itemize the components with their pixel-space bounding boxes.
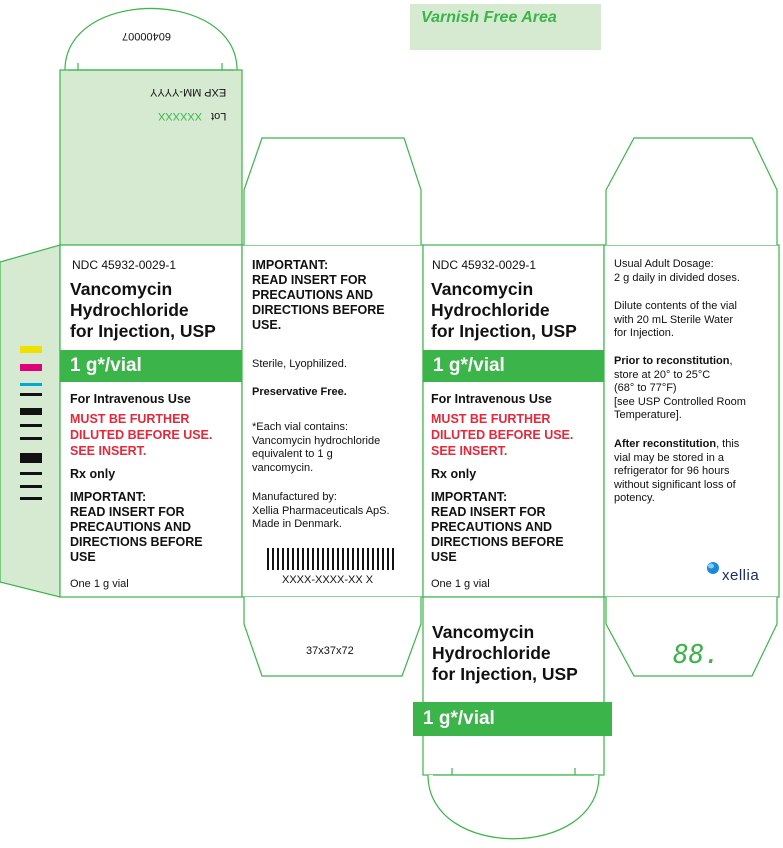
- front2-rx-only: Rx only: [431, 467, 477, 481]
- xellia-logo-icon: [707, 562, 719, 574]
- front-warning: MUST BE FURTHER DILUTED BEFORE USE. SEE INSERT.: [70, 412, 213, 458]
- lot-line: [158, 110, 226, 122]
- top-flap-code: 60400007: [122, 30, 171, 42]
- front2-warning: MUST BE FURTHER DILUTED BEFORE USE. SEE INSERT.: [431, 412, 574, 458]
- front-count: One 1 g vial: [70, 578, 129, 590]
- lot-value: XXXXXX: [158, 110, 203, 122]
- front2-product-name: Vancomycin Hydrochloride for Injection, USP: [431, 279, 577, 341]
- front2-strength-band: 1 g*/vial: [423, 350, 604, 382]
- side-important: IMPORTANT: READ INSERT FOR PRECAUTIONS AND DIRECTIONS BEFORE USE.: [252, 258, 385, 332]
- bottom-product-name: Vancomycin Hydrochloride for Injection, USP: [432, 622, 578, 684]
- front2-count: One 1 g vial: [431, 578, 490, 590]
- side-manufacturer: Manufactured by: Xellia Pharmaceuticals ApS. Made in Denmark.: [252, 491, 390, 530]
- side-form: Sterile, Lyophilized.: [252, 358, 347, 370]
- glue-flap: [0, 245, 60, 597]
- front2-ndc: NDC 45932-0029-1: [432, 258, 537, 272]
- front-ndc: NDC 45932-0029-1: [72, 258, 177, 272]
- barcode-text: XXXX-XXXX-XX X: [282, 574, 374, 586]
- front-product-name: Vancomycin Hydrochloride for Injection, USP: [70, 279, 216, 341]
- dimensions-label: 37x37x72: [306, 645, 354, 657]
- front-route: For Intravenous Use: [70, 392, 191, 406]
- varnish-free-area: Varnish Free Area: [410, 4, 601, 50]
- exp-date: EXP MM-YYYY: [150, 86, 227, 98]
- storage-prior-text: Prior to reconstitution, store at 20° to 25°C (68° to 77°F) [see USP Controlled Room Temperature].: [614, 355, 746, 421]
- side-contains: *Each vial contains: Vancomycin hydrochloride equivalent to 1 g vancomycin.: [252, 421, 381, 474]
- front-strength-band: 1 g*/vial: [60, 350, 242, 382]
- side-preservative: Preservative Free.: [252, 386, 347, 398]
- storage-after-text: After reconstitution, this vial may be stored in a refrigerator for 96 hours without significant loss of potency.: [614, 438, 740, 504]
- front-rx-only: Rx only: [70, 467, 116, 481]
- front-important: IMPORTANT: READ INSERT FOR PRECAUTIONS AND DIRECTIONS BEFORE USE: [70, 490, 203, 564]
- bottom-strength-band: 1 g*/vial: [413, 702, 612, 736]
- front2-important: IMPORTANT: READ INSERT FOR PRECAUTIONS AND DIRECTIONS BEFORE USE: [431, 490, 564, 564]
- lot-label: Lot: [211, 110, 227, 122]
- flap-code: 88.: [673, 640, 720, 670]
- dosage-text: Usual Adult Dosage: 2 g daily in divided doses.: [614, 258, 740, 284]
- front2-route: For Intravenous Use: [431, 392, 552, 406]
- xellia-logo-text: xellia: [722, 567, 760, 584]
- dilute-text: Dilute contents of the vial with 20 mL Sterile Water for Injection.: [614, 300, 737, 339]
